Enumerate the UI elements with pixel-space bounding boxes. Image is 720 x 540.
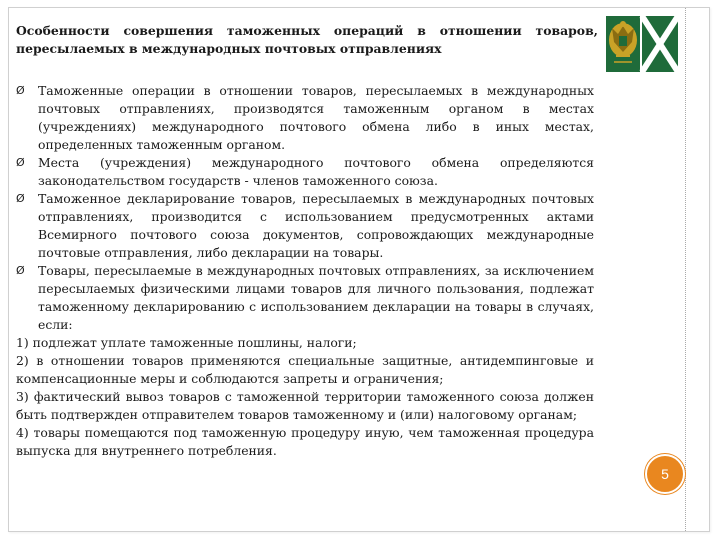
bullet-text: Места (учреждения) международного почтового обмена определяются законодательством государств - членов таможенного союза. [38, 155, 594, 188]
bullet-text: Товары, пересылаемые в международных почтовых отправлениях, за исключением пересылаемых физическими лицами товаров для личного пользования, подлежат таможенному декларированию с использованием декларации на товары в случаях, если: [38, 263, 594, 332]
bullet-item [16, 262, 594, 334]
numbered-item: 1) подлежат уплате таможенные пошлины, налоги; [16, 335, 357, 350]
bullet-item [16, 154, 594, 190]
bullet-arrow-icon: Ø [16, 192, 25, 205]
numbered-item: 3) фактический вывоз товаров с таможенной территории таможенного союза должен быть подтвержден отправителем товаров таможенному и (или) налоговому органам; [16, 389, 594, 422]
bullet-item [16, 82, 594, 154]
customs-emblem-icon [604, 12, 680, 76]
page-number-badge: 5 [645, 454, 685, 494]
bullet-arrow-icon: Ø [16, 264, 25, 277]
numbered-item: 4) товары помещаются под таможенную процедуру иную, чем таможенная процедура выпуска для внутреннего потребления. [16, 425, 594, 458]
bullet-item [16, 190, 594, 262]
slide-body [16, 82, 594, 460]
bullet-text: Таможенные операции в отношении товаров, пересылаемых в международных почтовых отправлениях, производятся таможенным органом в местах (учреждениях) международного почтового обмена либо в иных местах, определенных таможенным органом. [38, 83, 594, 152]
slide-divider-line [685, 8, 687, 531]
numbered-item: 2) в отношении товаров применяются специальные защитные, антидемпинговые и компенсационные меры и соблюдаются запреты и ограничения; [16, 353, 594, 386]
slide-title: Особенности совершения таможенных операций в отношении товаров, пересылаемых в международных почтовых отправлениях [16, 23, 598, 56]
bullet-text: Таможенное декларирование товаров, пересылаемых в международных почтовых отправлениях, производится с использованием предусмотренных актами Всемирного почтового союза документов, сопровождающих международные почтовые отправления, либо декларации на товары. [38, 191, 594, 260]
bullet-arrow-icon: Ø [16, 156, 25, 169]
bullet-arrow-icon: Ø [16, 84, 25, 97]
